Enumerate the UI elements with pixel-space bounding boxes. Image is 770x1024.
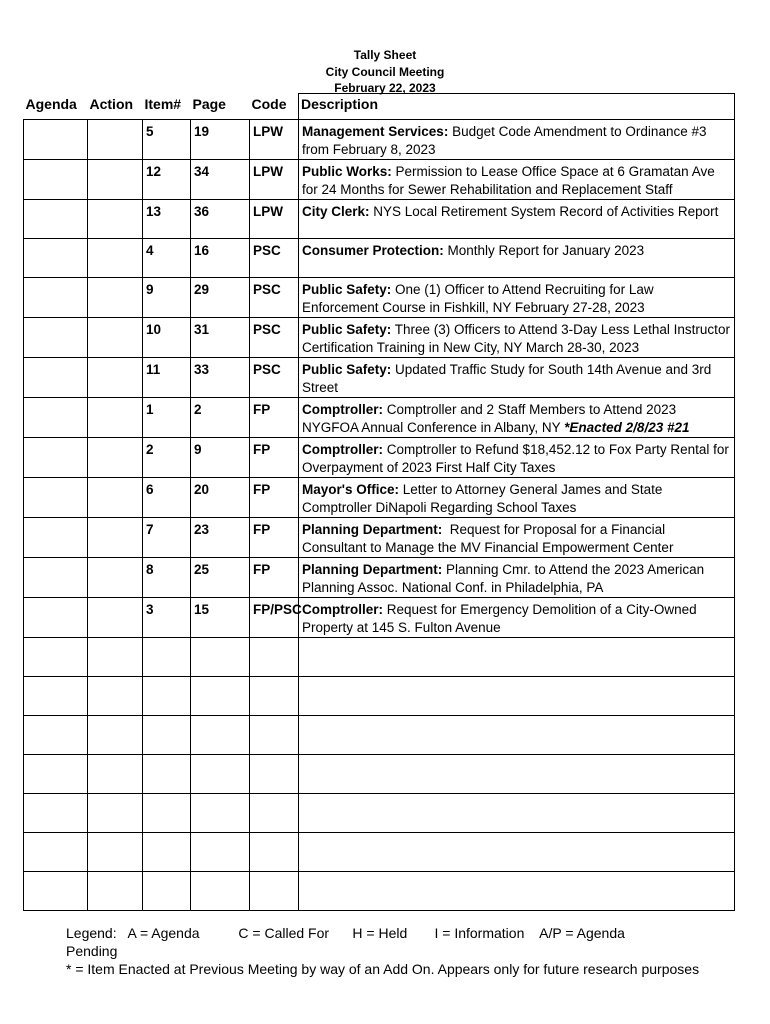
item-number: 6 (143, 478, 191, 518)
code-cell: FP (250, 398, 299, 438)
action-cell (88, 318, 143, 358)
action-cell (88, 833, 143, 872)
description-cell (299, 239, 735, 278)
page-number: 2 (191, 398, 250, 438)
agenda-cell (24, 833, 88, 872)
agenda-cell (24, 638, 88, 677)
item-number (143, 794, 191, 833)
page-number: 31 (191, 318, 250, 358)
table-row (24, 478, 735, 518)
action-cell (88, 677, 143, 716)
code-cell: FP (250, 558, 299, 598)
tally-table (23, 93, 735, 911)
action-cell (88, 438, 143, 478)
item-number (143, 755, 191, 794)
page-number: 25 (191, 558, 250, 598)
description-cell (299, 200, 735, 239)
description-text: Budget Code Amendment to Ordinance #3 from February 8, 2023 (302, 124, 711, 157)
description-text: Updated Traffic Study for South 14th Avenue and 3rd Street (302, 362, 716, 395)
page-number: 34 (191, 160, 250, 200)
table-row (24, 794, 735, 833)
item-number: 5 (143, 120, 191, 160)
code-cell: FP (250, 438, 299, 478)
code-cell (250, 794, 299, 833)
description-cell (299, 638, 735, 677)
description-cell (299, 278, 735, 318)
item-number: 7 (143, 518, 191, 558)
table-row (24, 358, 735, 398)
page-number: 36 (191, 200, 250, 239)
item-number: 12 (143, 160, 191, 200)
description-cell (299, 518, 735, 558)
page-number (191, 638, 250, 677)
col-header-action: Action (89, 95, 134, 112)
agenda-cell (24, 160, 88, 200)
code-cell: PSC (250, 358, 299, 398)
agenda-cell (24, 755, 88, 794)
meeting-date: February 22, 2023 (334, 81, 436, 95)
page-number: 9 (191, 438, 250, 478)
table-row (24, 872, 735, 911)
agenda-cell (24, 120, 88, 160)
description-text: Letter to Attorney General James and State Comptroller DiNapoli Regarding School Taxes (302, 482, 667, 515)
item-number: 10 (143, 318, 191, 358)
agenda-cell (24, 794, 88, 833)
page-number (191, 833, 250, 872)
col-header-agenda: Agenda (25, 95, 77, 112)
col-header-item: Item# (144, 95, 182, 112)
description-text: Monthly Report for January 2023 (443, 243, 645, 258)
description-text: Planning Cmr. to Attend the 2023 American Planning Assoc. National Conf. in Philadelphia, PA (302, 562, 708, 595)
item-number: 8 (143, 558, 191, 598)
page-number: 19 (191, 120, 250, 160)
code-cell: PSC (250, 318, 299, 358)
table-row (24, 638, 735, 677)
page-number: 29 (191, 278, 250, 318)
code-cell: LPW (250, 120, 299, 160)
department-label: Mayor's Office: (302, 482, 399, 497)
page-number (191, 716, 250, 755)
page-number (191, 794, 250, 833)
code-cell: LPW (250, 200, 299, 239)
table-row (24, 160, 735, 200)
description-cell (299, 677, 735, 716)
code-cell: FP (250, 478, 299, 518)
agenda-cell (24, 398, 88, 438)
action-cell (88, 638, 143, 677)
page-number: 15 (191, 598, 250, 638)
description-cell (299, 160, 735, 200)
table-row (24, 558, 735, 598)
table-row (24, 438, 735, 478)
meeting-name: City Council Meeting (325, 65, 445, 79)
page-number: 16 (191, 239, 250, 278)
item-number: 11 (143, 358, 191, 398)
doc-title: Tally Sheet (353, 48, 417, 62)
action-cell (88, 794, 143, 833)
table-row (24, 318, 735, 358)
description-text: One (1) Officer to Attend Recruiting for Law Enforcement Course in Fishkill, NY February 27-28, 2023 (302, 282, 658, 315)
enacted-note: *Enacted 2/8/23 #21 (564, 420, 690, 435)
action-cell (88, 872, 143, 911)
item-number: 9 (143, 278, 191, 318)
page-number: 20 (191, 478, 250, 518)
action-cell (88, 120, 143, 160)
department-label: Comptroller: (302, 602, 383, 617)
department-label: Comptroller: (302, 402, 383, 417)
code-cell: FP (250, 518, 299, 558)
item-number (143, 872, 191, 911)
department-label: Consumer Protection: (302, 243, 444, 258)
code-cell: PSC (250, 239, 299, 278)
agenda-cell (24, 518, 88, 558)
table-row (24, 677, 735, 716)
description-text: Request for Proposal for a Financial Consultant to Manage the MV Financial Empowerment Center (302, 522, 674, 555)
department-label: City Clerk: (302, 204, 370, 219)
action-cell (88, 278, 143, 318)
action-cell (88, 716, 143, 755)
item-number (143, 716, 191, 755)
col-header-page: Page (192, 95, 226, 112)
description-cell (299, 438, 735, 478)
item-number: 2 (143, 438, 191, 478)
table-row (24, 833, 735, 872)
department-label: Public Safety: (302, 282, 392, 297)
description-cell (299, 794, 735, 833)
agenda-cell (24, 716, 88, 755)
department-label: Management Services: (302, 124, 449, 139)
agenda-cell (24, 438, 88, 478)
page-number (191, 677, 250, 716)
agenda-cell (24, 677, 88, 716)
department-label: Public Safety: (302, 362, 392, 377)
agenda-cell (24, 318, 88, 358)
agenda-cell (24, 239, 88, 278)
code-cell (250, 638, 299, 677)
page-number: 33 (191, 358, 250, 398)
department-label: Planning Department: (302, 522, 443, 537)
description-cell (299, 318, 735, 358)
description-cell (299, 833, 735, 872)
description-cell (299, 558, 735, 598)
action-cell (88, 755, 143, 794)
action-cell (88, 558, 143, 598)
action-cell (88, 398, 143, 438)
table-header-row (24, 94, 735, 120)
description-cell (299, 398, 735, 438)
page-number (191, 755, 250, 794)
department-label: Public Works: (302, 164, 392, 179)
department-label: Public Safety: (302, 322, 392, 337)
description-text: Three (3) Officers to Attend 3-Day Less Lethal Instructor Certification Training in New City, NY March 28-30, 2023 (302, 322, 734, 355)
legend-line-1: Legend: A = Agenda C = Called For H = Held I = Information A/P = Agenda (66, 925, 625, 941)
agenda-cell (24, 872, 88, 911)
col-header-description: Description (299, 94, 735, 120)
agenda-cell (24, 478, 88, 518)
code-cell (250, 833, 299, 872)
table-row (24, 398, 735, 438)
legend-line-3: * = Item Enacted at Previous Meeting by way of an Add On. Appears only for future research purposes (66, 961, 700, 977)
agenda-cell (24, 558, 88, 598)
description-cell (299, 716, 735, 755)
code-cell (250, 677, 299, 716)
legend-line-2: Pending (66, 943, 118, 959)
code-cell: LPW (250, 160, 299, 200)
code-cell (250, 716, 299, 755)
item-number (143, 833, 191, 872)
page-number: 23 (191, 518, 250, 558)
table-row (24, 755, 735, 794)
description-cell (299, 755, 735, 794)
item-number: 13 (143, 200, 191, 239)
action-cell (88, 518, 143, 558)
action-cell (88, 239, 143, 278)
action-cell (88, 598, 143, 638)
action-cell (88, 200, 143, 239)
item-number (143, 638, 191, 677)
item-number: 3 (143, 598, 191, 638)
item-number: 1 (143, 398, 191, 438)
col-header-code: Code (251, 95, 287, 112)
code-cell: PSC (250, 278, 299, 318)
description-cell (299, 872, 735, 911)
code-cell (250, 872, 299, 911)
table-row (24, 120, 735, 160)
code-cell: FP/PSC (250, 598, 299, 638)
page-number (191, 872, 250, 911)
description-text: Permission to Lease Office Space at 6 Gramatan Ave for 24 Months for Sewer Rehabilitation and Replacement Staff (302, 164, 719, 197)
action-cell (88, 478, 143, 518)
agenda-cell (24, 598, 88, 638)
table-row (24, 278, 735, 318)
department-label: Planning Department: (302, 562, 443, 577)
department-label: Comptroller: (302, 442, 383, 457)
table-row (24, 239, 735, 278)
description-text: Comptroller and 2 Staff Members to Attend 2023 NYGFOA Annual Conference in Albany, NY (302, 402, 680, 435)
action-cell (88, 160, 143, 200)
agenda-cell (24, 278, 88, 318)
description-text: Request for Emergency Demolition of a City-Owned Property at 145 S. Fulton Avenue (302, 602, 701, 635)
table-row (24, 200, 735, 239)
legend (66, 924, 699, 978)
item-number: 4 (143, 239, 191, 278)
action-cell (88, 358, 143, 398)
table-row (24, 518, 735, 558)
agenda-cell (24, 200, 88, 239)
description-cell (299, 478, 735, 518)
description-text: Comptroller to Refund $18,452.12 to Fox Party Rental for Overpayment of 2023 First Half City Taxes (302, 442, 733, 475)
description-text: NYS Local Retirement System Record of Activities Report (369, 204, 719, 219)
item-number (143, 677, 191, 716)
description-cell (299, 358, 735, 398)
table-row (24, 716, 735, 755)
agenda-cell (24, 358, 88, 398)
description-cell (299, 598, 735, 638)
code-cell (250, 755, 299, 794)
table-row (24, 598, 735, 638)
description-cell (299, 120, 735, 160)
